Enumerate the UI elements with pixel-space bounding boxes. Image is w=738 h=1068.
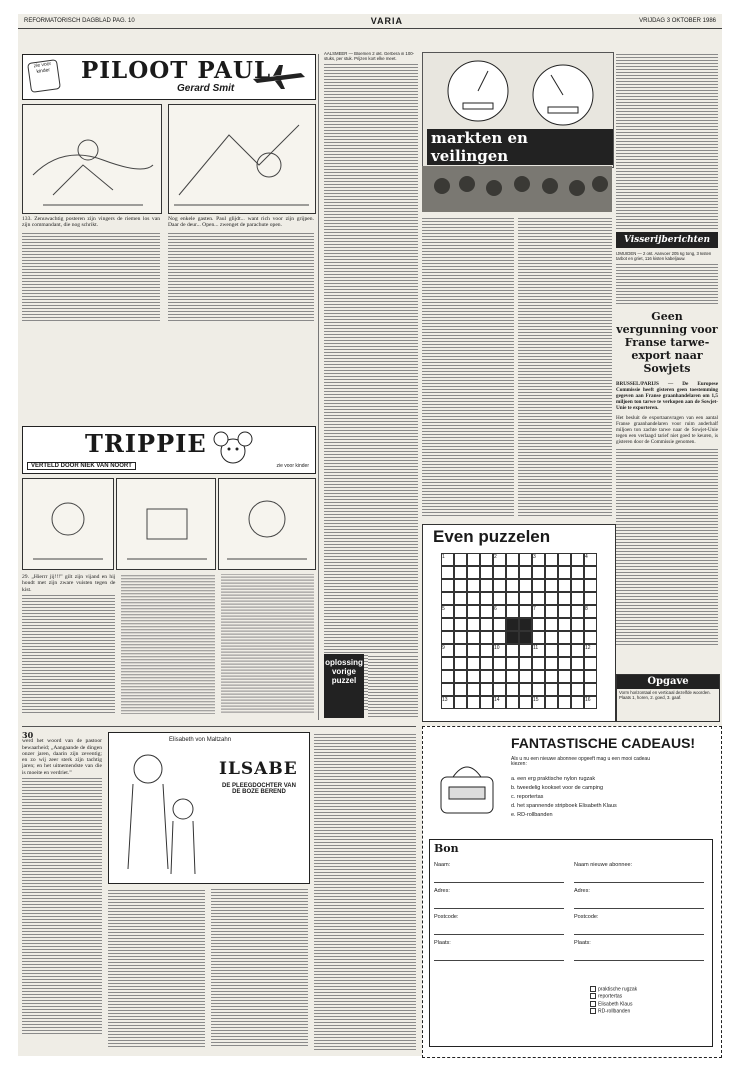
puzzle-cell xyxy=(584,644,597,657)
puzzle-cell xyxy=(467,683,480,696)
puzzle-cell-number: 6 xyxy=(494,606,497,612)
form-field[interactable] xyxy=(434,914,564,935)
puzzle-cell xyxy=(467,592,480,605)
puzzle-cell xyxy=(571,592,584,605)
puzzle-cell xyxy=(467,631,480,644)
form-field-label: Plaats: xyxy=(574,940,591,946)
puzzle-cell xyxy=(454,657,467,670)
graan-body: Het besluit de exportaanvragen van een aantal Franse graanhandelaren voor ruim anderhalf miljoen ton zachte tarwe naar de Sowjet-Unie tegen een verlaagd tarief niet goed te keuren, is gisteren door de Commissie genomen. xyxy=(616,415,718,445)
checkbox[interactable] xyxy=(590,986,596,992)
puzzle-cell xyxy=(519,605,532,618)
ilsabe-col-mid xyxy=(108,888,308,1054)
cadeaus-form-fields xyxy=(434,862,708,982)
cadeaus-title: FANTASTISCHE CADEAUS! xyxy=(511,735,696,751)
market-intro: AALSMEER — Bloemen 2 okt. Gerbera in 100-stuks, per stuk. Prijzen kort elke meet. xyxy=(324,52,415,61)
puzzle-cell xyxy=(584,579,597,592)
puzzle-cell xyxy=(532,670,545,683)
puzzle-cell xyxy=(506,644,519,657)
puzzle-cell xyxy=(584,670,597,683)
puzzle-cell xyxy=(506,579,519,592)
puzzle-cell-number: 13 xyxy=(442,697,448,703)
puzzle-cell xyxy=(584,696,597,709)
puzzle-solution-label: oplossing vorige puzzel xyxy=(324,654,364,718)
cadeau-option: e. RD-rollbanden xyxy=(511,812,553,818)
puzzle-cell xyxy=(506,605,519,618)
puzzle-cell xyxy=(493,553,506,566)
puzzle-cell xyxy=(467,618,480,631)
puzzle-cell xyxy=(571,644,584,657)
form-field-label: Postcode: xyxy=(434,914,459,920)
puzzle-cell-number: 4 xyxy=(585,554,588,560)
piloot-panel-2 xyxy=(168,104,316,214)
ilsabe-text: werd het woord van de pastoor bewaarheid; „Aangaande de dingen onzer jaren, daarin zijn zeventig; en zo wij zeer sterk zijn tachtig jaren; en het uitnemendste van die is moeite en verdriet.” xyxy=(22,738,102,776)
puzzle-cell xyxy=(519,631,532,644)
puzzle-cell xyxy=(584,657,597,670)
cadeau-option: d. het spannende stripboek Elisabeth Klaus xyxy=(511,803,617,809)
puzzle-cell-number: 12 xyxy=(585,645,591,651)
puzzle-cell xyxy=(467,657,480,670)
trippie-title: TRIPPIE xyxy=(85,429,207,458)
bag-icon xyxy=(433,753,503,823)
puzzle-cell xyxy=(532,683,545,696)
ilsabe-subtitle: DE PLEEGDOCHTER VAN DE BOZE BEREND xyxy=(222,783,296,795)
puzzle-cell xyxy=(571,618,584,631)
piloot-badge: zie voor kinder xyxy=(27,59,61,93)
puzzle-cell xyxy=(454,618,467,631)
puzzle-cell xyxy=(558,683,571,696)
puzzle-cell xyxy=(506,670,519,683)
puzzle-cell xyxy=(480,605,493,618)
puzzle-cell xyxy=(480,553,493,566)
puzzle-cell-number: 8 xyxy=(585,606,588,612)
cadeaus-form xyxy=(429,839,713,1047)
ilsabe-title: ILSABE xyxy=(219,759,298,779)
cadeau-option: b. tweedelig kookset voor de camping xyxy=(511,785,604,791)
puzzle-cell xyxy=(480,683,493,696)
puzzle-grid xyxy=(441,553,611,717)
puzzle-cell xyxy=(558,553,571,566)
puzzle-cell xyxy=(480,657,493,670)
form-option-label: RD-rollbanden xyxy=(598,1008,631,1015)
puzzle-cell xyxy=(571,696,584,709)
puzzle-cell-number: 9 xyxy=(442,645,445,651)
opgave-heading: Opgave xyxy=(617,675,719,689)
puzzle-cell xyxy=(493,618,506,631)
form-field-label: Plaats: xyxy=(434,940,451,946)
puzzle-cell xyxy=(493,605,506,618)
puzzle-cell xyxy=(441,696,454,709)
ilsabe-col-right xyxy=(314,732,416,1054)
opgave-text: Vorm horizontaal en verticaal dezelfde woorden. Plaats 1, horen, 2. goed, 3. gaaf. xyxy=(619,690,711,700)
puzzle-cell xyxy=(558,592,571,605)
cadeaus-intro: Als u nu een nieuwe abonnee opgeeft mag u een mooi cadeau kiezen: xyxy=(511,756,650,767)
form-field[interactable] xyxy=(574,914,704,935)
ilsabe-banner xyxy=(108,732,310,884)
header-date: VRIJDAG 3 OKTOBER 1986 xyxy=(639,18,716,24)
puzzle-cell xyxy=(441,618,454,631)
puzzle-cell xyxy=(571,553,584,566)
puzzle-cell xyxy=(506,553,519,566)
puzzle-cell-number: 2 xyxy=(494,554,497,560)
puzzle-cell xyxy=(506,683,519,696)
puzzle-cell xyxy=(493,579,506,592)
visserij-heading: Visserijberichten xyxy=(623,235,711,245)
form-field[interactable] xyxy=(434,862,564,883)
puzzle-cell xyxy=(558,618,571,631)
puzzle-cell xyxy=(584,683,597,696)
puzzle-heading: Even puzzelen xyxy=(433,527,551,546)
puzzle-cell xyxy=(454,631,467,644)
puzzle-cell xyxy=(571,657,584,670)
plane-icon xyxy=(249,61,309,91)
puzzle-cell xyxy=(454,670,467,683)
puzzle-cell xyxy=(519,579,532,592)
piloot-author: Gerard Smit xyxy=(177,83,235,94)
puzzle-cell xyxy=(480,592,493,605)
puzzle-cell xyxy=(519,657,532,670)
puzzle-cell xyxy=(519,618,532,631)
puzzle-cell xyxy=(519,553,532,566)
form-field[interactable] xyxy=(434,888,564,909)
puzzle-cell xyxy=(545,670,558,683)
puzzle-cell xyxy=(558,696,571,709)
puzzle-cell xyxy=(519,644,532,657)
puzzle-cell xyxy=(441,657,454,670)
piloot-banner xyxy=(22,54,316,100)
cadeau-option: a. een erg praktische nylon rugzak xyxy=(511,776,596,782)
puzzle-cell xyxy=(571,605,584,618)
puzzle-cell xyxy=(532,566,545,579)
puzzle-cell xyxy=(558,605,571,618)
trippie-panel-3 xyxy=(218,478,316,570)
puzzle-cell xyxy=(480,579,493,592)
form-option-label: Elisabeth Klaus xyxy=(598,1000,633,1007)
piloot-text-left-p: 133. Zenuwachtig posteren zijn vingers de riemen los van zijn commandant, die nog schrikt. xyxy=(22,216,160,229)
puzzle-cell xyxy=(532,553,545,566)
puzzle-cell xyxy=(545,592,558,605)
puzzle-cell xyxy=(584,566,597,579)
form-field-label: Naam: xyxy=(434,862,451,868)
visserij-text xyxy=(616,252,718,306)
puzzle-cell xyxy=(545,683,558,696)
puzzle-cell xyxy=(493,566,506,579)
puzzle-cell xyxy=(532,579,545,592)
puzzle-cell xyxy=(441,631,454,644)
puzzle-cell xyxy=(532,657,545,670)
market-col-2 xyxy=(422,216,514,516)
puzzle-cell xyxy=(493,696,506,709)
form-field[interactable] xyxy=(434,940,564,961)
trippie-text-p: 29. „Hierrr jij!!!” gilt zijn vijand en hij houdt met zijn zware vuisten tegen de kist. xyxy=(22,574,116,593)
puzzle-cell xyxy=(558,644,571,657)
visserij-body: IJMUIDEN — 2 okt. Aanvoer 205 kg tong, 3 kisten tarbot en griet, 116 kisten kabeljauw. xyxy=(616,252,712,261)
puzzle-cell xyxy=(480,644,493,657)
puzzle-cell xyxy=(558,566,571,579)
ilsabe-illustration xyxy=(113,739,213,879)
puzzle-cell xyxy=(545,618,558,631)
market-col-3 xyxy=(518,216,612,516)
puzzle-cell xyxy=(532,631,545,644)
form-field[interactable] xyxy=(574,862,704,883)
piloot-text-left xyxy=(22,216,160,326)
mouse-mascot-icon xyxy=(203,429,263,469)
puzzle-cell xyxy=(545,605,558,618)
puzzle-cell xyxy=(454,592,467,605)
puzzle-cell xyxy=(493,644,506,657)
puzzle-cell xyxy=(571,670,584,683)
puzzle-cell xyxy=(584,553,597,566)
puzzle-cell xyxy=(506,618,519,631)
newspaper-page xyxy=(18,14,722,1056)
puzzle-cell xyxy=(441,683,454,696)
form-field[interactable] xyxy=(574,888,704,909)
puzzle-cell xyxy=(441,566,454,579)
puzzle-cell xyxy=(493,657,506,670)
divider-ilsabe xyxy=(22,726,416,727)
trippie-panel-1 xyxy=(22,478,114,570)
puzzle-cell xyxy=(467,644,480,657)
puzzle-solution xyxy=(324,654,418,720)
puzzle-cell xyxy=(467,605,480,618)
market-col-1 xyxy=(324,52,418,722)
puzzle-cell xyxy=(584,631,597,644)
form-field-label: Adres: xyxy=(574,888,590,894)
puzzle-cell xyxy=(532,605,545,618)
visserij-heading-box xyxy=(616,232,718,248)
form-field-label: Naam nieuwe abonnee: xyxy=(574,862,633,868)
trippie-banner xyxy=(22,426,316,474)
form-option[interactable] xyxy=(590,1008,708,1015)
puzzle-cell-number: 10 xyxy=(494,645,500,651)
puzzle-cell xyxy=(454,553,467,566)
puzzle-cell xyxy=(467,670,480,683)
puzzle-cell-number: 14 xyxy=(494,697,500,703)
puzzle-solution-text xyxy=(368,654,418,718)
cadeaus-form-options xyxy=(590,986,708,1015)
puzzle-cell xyxy=(467,696,480,709)
puzzle-cell xyxy=(441,605,454,618)
puzzle-cell xyxy=(532,696,545,709)
puzzle-cell-number: 15 xyxy=(533,697,539,703)
puzzle-cell xyxy=(493,670,506,683)
graan-article xyxy=(616,310,718,670)
puzzle-cell xyxy=(441,553,454,566)
puzzle-cell xyxy=(454,605,467,618)
puzzle-cell-number: 1 xyxy=(442,554,445,560)
puzzle-cell xyxy=(584,592,597,605)
puzzle-cell xyxy=(493,592,506,605)
form-option-label: reportertas xyxy=(598,993,623,1000)
trippie-panel-2 xyxy=(116,478,216,570)
puzzle-cell xyxy=(441,670,454,683)
puzzle-cell xyxy=(493,683,506,696)
markten-photo xyxy=(422,52,614,168)
markten-heading: markten en veilingen xyxy=(427,129,613,165)
puzzle-cell xyxy=(506,696,519,709)
puzzle-cell-number: 3 xyxy=(533,554,536,560)
puzzle-cell xyxy=(480,631,493,644)
puzzle-cell xyxy=(506,631,519,644)
form-option[interactable] xyxy=(590,993,708,1000)
puzzle-cell xyxy=(506,657,519,670)
puzzle-cell xyxy=(506,566,519,579)
puzzle-cell xyxy=(545,579,558,592)
puzzle-cell-number: 5 xyxy=(442,606,445,612)
header-paper: REFORMATORISCH DAGBLAD PAG. 10 xyxy=(24,18,135,24)
puzzle-cell xyxy=(519,683,532,696)
form-field-label: Adres: xyxy=(434,888,450,894)
cadeaus-form-title: Bon xyxy=(434,842,459,855)
piloot-title: PILOOT PAUL xyxy=(81,57,272,84)
header-section: VARIA xyxy=(370,16,404,26)
puzzle-cell xyxy=(454,566,467,579)
puzzle-cell xyxy=(571,631,584,644)
opgave-box xyxy=(616,674,720,722)
puzzle-cell xyxy=(532,592,545,605)
puzzle-cell xyxy=(545,644,558,657)
puzzle-cell xyxy=(532,618,545,631)
market-col-right xyxy=(616,52,718,230)
puzzle-cell xyxy=(558,579,571,592)
puzzle-cell xyxy=(558,657,571,670)
puzzle-cell xyxy=(454,683,467,696)
puzzle-cell xyxy=(441,644,454,657)
puzzle-cell xyxy=(506,592,519,605)
puzzle-cell xyxy=(493,631,506,644)
puzzle-cell xyxy=(480,618,493,631)
checkbox[interactable] xyxy=(590,1008,596,1014)
cadeau-option: c. reportertas xyxy=(511,794,544,800)
page-header xyxy=(18,14,722,29)
ilsabe-number: 30 xyxy=(22,732,34,740)
puzzle-cell xyxy=(584,618,597,631)
piloot-text-right-p: Nog enkele gasten. Paul glijdt... want rich voor zijn grijpen. Daar de deur... Open... zwenget de parachute open. xyxy=(168,216,314,229)
trippie-badge: zie voor kinder xyxy=(276,463,309,469)
puzzle-cell xyxy=(545,657,558,670)
puzzle-cell xyxy=(545,566,558,579)
puzzle-cell-number: 11 xyxy=(533,645,539,651)
puzzle-cell xyxy=(454,644,467,657)
piloot-panel-1 xyxy=(22,104,162,214)
ilsabe-col-left xyxy=(22,732,102,1054)
graan-title: Geen vergunning voor Franse tarwe-export naar Sowjets xyxy=(616,310,718,375)
puzzle-cell xyxy=(532,644,545,657)
puzzle-cell xyxy=(454,696,467,709)
checkbox[interactable] xyxy=(590,1001,596,1007)
trippie-subtitle: VERTELD DOOR NIEK VAN NOORT xyxy=(27,462,136,470)
puzzle-cell xyxy=(584,605,597,618)
puzzle-cell xyxy=(467,553,480,566)
puzzle-block xyxy=(422,524,616,722)
markten-crowd-photo xyxy=(422,166,612,212)
puzzle-cell xyxy=(467,579,480,592)
piloot-text-right xyxy=(168,216,314,326)
cadeaus-ad xyxy=(422,726,722,1058)
puzzle-cell xyxy=(454,579,467,592)
puzzle-cell xyxy=(480,670,493,683)
form-field-label: Postcode: xyxy=(574,914,599,920)
puzzle-cell xyxy=(571,566,584,579)
puzzle-cell-number: 16 xyxy=(585,697,591,703)
ilsabe-byline: Elisabeth von Maltzahn xyxy=(169,737,232,743)
form-option-label: praktische rugzak xyxy=(598,986,638,993)
trippie-text xyxy=(22,574,314,720)
puzzle-cell-number: 7 xyxy=(533,606,536,612)
puzzle-cell xyxy=(519,566,532,579)
puzzle-cell xyxy=(441,592,454,605)
puzzle-cell xyxy=(519,670,532,683)
form-field[interactable] xyxy=(574,940,704,961)
form-option[interactable] xyxy=(590,1001,708,1008)
puzzle-cell xyxy=(545,553,558,566)
puzzle-cell xyxy=(441,579,454,592)
puzzle-cell xyxy=(519,696,532,709)
divider-left xyxy=(318,54,319,720)
graan-lead: BRUSSEL/PARIJS — De Europese Commissie heeft gisteren geen toestemming gegeven aan Franse graanhandelaren om 1,5 miljoen ton tarwe te verkopen aan de Sowjet-Unie te exporteren. xyxy=(616,381,718,411)
puzzle-cell xyxy=(545,696,558,709)
puzzle-cell xyxy=(571,683,584,696)
puzzle-cell xyxy=(545,631,558,644)
puzzle-cell xyxy=(558,670,571,683)
puzzle-cell xyxy=(519,592,532,605)
puzzle-cell xyxy=(480,696,493,709)
puzzle-cell xyxy=(480,566,493,579)
puzzle-cell xyxy=(558,631,571,644)
puzzle-cell xyxy=(571,579,584,592)
puzzle-cell xyxy=(467,566,480,579)
checkbox[interactable] xyxy=(590,993,596,999)
form-option[interactable] xyxy=(590,986,708,993)
cadeaus-options xyxy=(511,775,711,820)
